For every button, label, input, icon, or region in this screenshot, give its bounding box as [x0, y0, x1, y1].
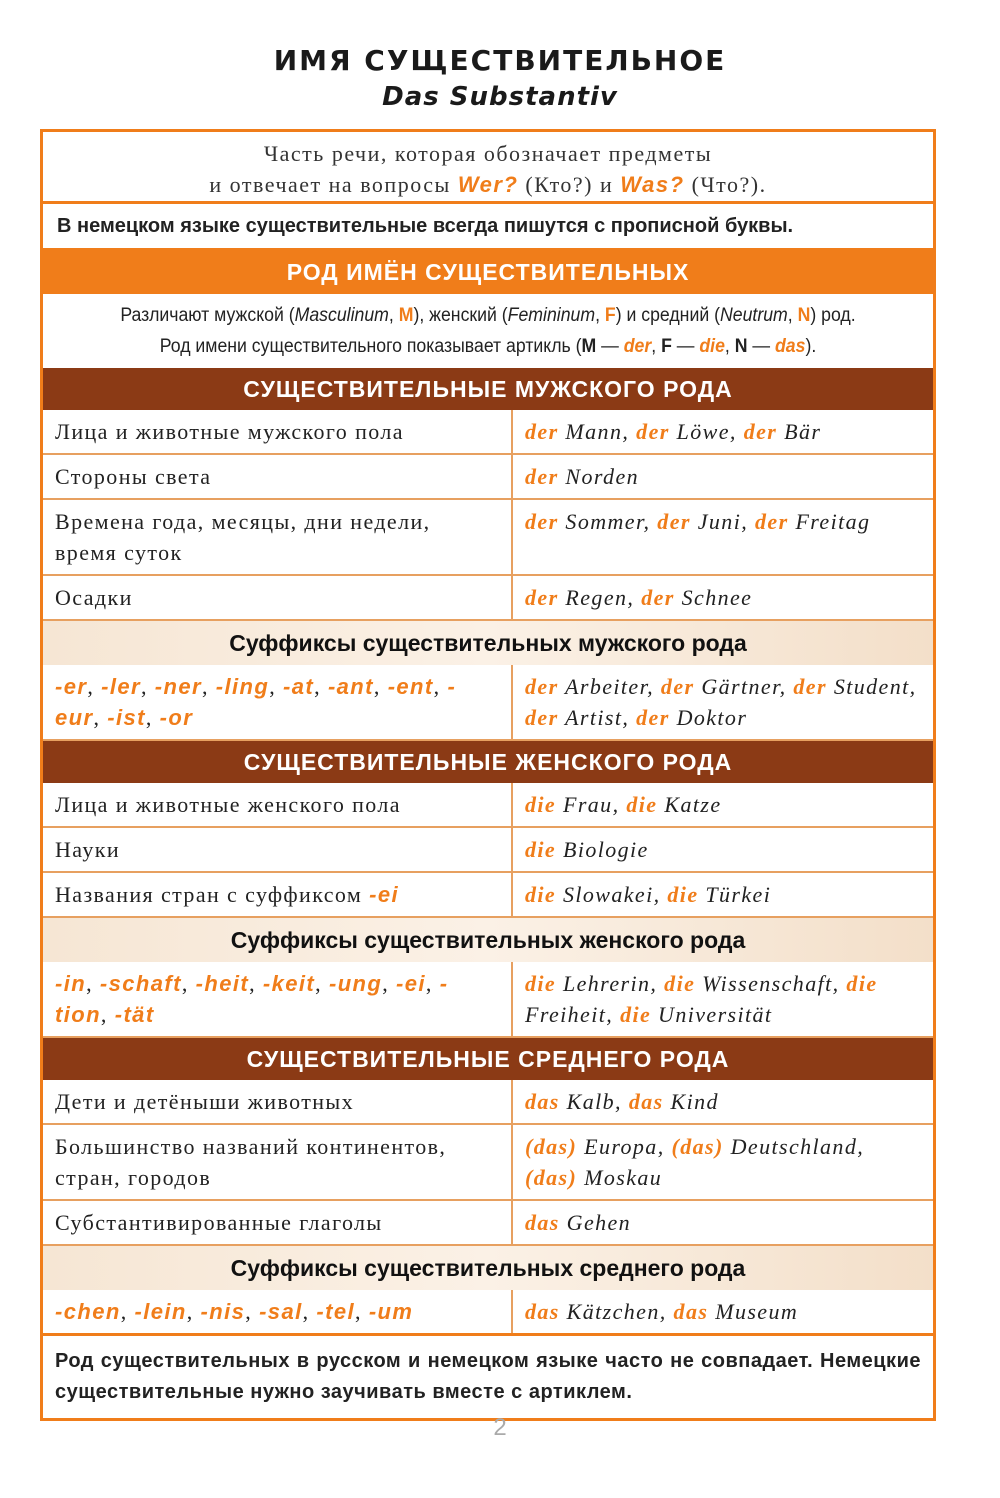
text-segment: ).	[805, 336, 817, 357]
row-examples	[513, 410, 933, 453]
row-examples	[513, 455, 933, 498]
text-segment: Juni,	[690, 509, 756, 534]
highlighted-text: -at	[283, 674, 315, 699]
text-segment: —	[596, 336, 624, 357]
table-row	[43, 410, 933, 455]
final-note: Род существительных в русском и немецком языке часто не совпадает. Немецкие существительные нужно заучивать вместе с артиклем.	[43, 1333, 933, 1418]
text-segment: Названия стран с суффиксом	[55, 882, 370, 907]
text-segment: ,	[388, 305, 399, 326]
table-row	[43, 873, 933, 918]
text-segment: Стороны света	[55, 464, 212, 489]
highlighted-text: der	[641, 585, 675, 610]
text-segment: Student,	[826, 674, 917, 699]
text-segment: ,	[249, 971, 263, 996]
table-row	[43, 828, 933, 873]
text-segment: —	[747, 336, 775, 357]
highlighted-text: das	[525, 1210, 560, 1235]
text-segment: Türkei	[698, 882, 772, 907]
text-segment: Осадки	[55, 585, 133, 610]
text-segment: Katze	[657, 792, 722, 817]
text-segment: Regen,	[558, 585, 642, 610]
row-category	[43, 455, 513, 498]
row-examples	[513, 1290, 933, 1333]
highlighted-text: der	[636, 419, 670, 444]
highlighted-text: M	[398, 305, 414, 326]
row-category	[43, 873, 513, 916]
page-title: ИМЯ СУЩЕСТВИТЕЛЬНОЕ	[273, 44, 727, 77]
text-segment: ,	[651, 336, 662, 357]
text-segment: Freiheit,	[525, 1002, 621, 1027]
text-segment: ) и средний (	[615, 305, 720, 326]
row-category	[43, 1125, 513, 1199]
text-segment: Различают мужской (	[120, 305, 295, 326]
text-segment: Kind	[663, 1089, 719, 1114]
highlighted-text: N	[797, 305, 811, 326]
text-segment: ,	[433, 674, 448, 699]
highlighted-text: der	[657, 509, 691, 534]
text-segment: Науки	[55, 837, 120, 862]
text-segment: ,	[355, 1299, 369, 1324]
text-segment: Gärtner,	[694, 674, 794, 699]
highlighted-text: die	[667, 882, 699, 907]
highlighted-text: Neutrum	[719, 305, 788, 326]
suffix-row	[43, 1290, 933, 1333]
highlighted-text: -lein	[134, 1299, 187, 1324]
text-segment: ,	[382, 971, 397, 996]
text-segment: Slowakei,	[556, 882, 668, 907]
row-examples	[513, 1201, 933, 1244]
highlighted-text: (das)	[525, 1134, 578, 1159]
highlighted-text: das	[525, 1299, 560, 1324]
text-segment: Времена года, месяцы, дни недели, время суток	[55, 509, 431, 565]
text-segment: ,	[87, 674, 102, 699]
table-row	[43, 1125, 933, 1201]
grammar-table	[40, 129, 936, 1421]
highlighted-text: -sal	[259, 1299, 303, 1324]
highlighted-text: der	[525, 585, 559, 610]
capitalization-note: В немецком языке существительные всегда пишутся с прописной буквы.	[43, 204, 933, 251]
row-category	[43, 828, 513, 871]
text-segment: Löwe,	[669, 419, 744, 444]
row-category	[43, 1080, 513, 1123]
highlighted-text: N	[734, 336, 748, 357]
text-segment: ,	[314, 674, 328, 699]
text-segment: Frau,	[556, 792, 627, 817]
highlighted-text: -ling	[215, 674, 270, 699]
row-examples	[513, 665, 933, 739]
row-category	[43, 962, 513, 1036]
row-examples	[513, 962, 933, 1036]
highlighted-text: F	[661, 336, 672, 357]
text-segment: Лица и животные женского пола	[55, 792, 401, 817]
text-segment: ,	[100, 1002, 115, 1027]
table-row	[43, 455, 933, 500]
highlighted-text: die	[525, 792, 557, 817]
definition	[43, 132, 933, 204]
text-segment: ,	[787, 305, 798, 326]
text-segment: Artist,	[558, 705, 637, 730]
highlighted-text: die	[626, 792, 658, 817]
text-segment: Wissenschaft,	[695, 971, 847, 996]
text-segment: Дети и детёныши животных	[55, 1089, 354, 1114]
text-segment: Род имени существительного показывает артикль (	[159, 336, 582, 357]
highlighted-text: -tel	[316, 1299, 356, 1324]
suffix-row	[43, 962, 933, 1038]
highlighted-text: -keit	[262, 971, 316, 996]
highlighted-text: -ler	[101, 674, 141, 699]
table-row	[43, 1201, 933, 1246]
text-segment: ,	[140, 674, 155, 699]
text-segment: ), женский (	[413, 305, 508, 326]
text-segment: ) род.	[810, 305, 856, 326]
text-segment: ,	[145, 705, 160, 730]
highlighted-text: -ant	[327, 674, 374, 699]
text-segment: ,	[186, 1299, 201, 1324]
text-segment: ,	[120, 1299, 135, 1324]
text-segment: Norden	[558, 464, 640, 489]
highlighted-text: -eur	[55, 674, 457, 730]
row-examples	[513, 828, 933, 871]
section-header: СУЩЕСТВИТЕЛЬНЫЕ СРЕДНЕГО РОДА	[43, 1038, 933, 1080]
text-segment: Bär	[777, 419, 822, 444]
text-segment: Большинство названий континентов, стран, городов	[55, 1134, 447, 1190]
text-segment: ,	[302, 1299, 317, 1324]
highlighted-text: -ist	[107, 705, 146, 730]
section-header: СУЩЕСТВИТЕЛЬНЫЕ МУЖСКОГО РОДА	[43, 368, 933, 410]
highlighted-text: der	[636, 705, 670, 730]
row-category	[43, 410, 513, 453]
section-header: СУЩЕСТВИТЕЛЬНЫЕ ЖЕНСКОГО РОДА	[43, 741, 933, 783]
text-segment: Часть речи, которая обозначает предметы	[263, 141, 713, 166]
text-segment: Doktor	[669, 705, 748, 730]
text-segment: ,	[269, 674, 284, 699]
row-examples	[513, 873, 933, 916]
text-segment: Gehen	[559, 1210, 632, 1235]
highlighted-text: F	[604, 305, 616, 326]
text-segment: Lehrerin,	[556, 971, 665, 996]
highlighted-text: -chen	[55, 1299, 121, 1324]
highlighted-text: der	[743, 419, 778, 444]
highlighted-text: Wer?	[457, 172, 519, 197]
highlighted-text: Femininum	[507, 305, 596, 326]
highlighted-text: der	[660, 674, 695, 699]
table-row	[43, 783, 933, 828]
highlighted-text: die	[664, 971, 696, 996]
row-examples	[513, 576, 933, 619]
highlighted-text: die	[525, 837, 557, 862]
page-number: 2	[493, 1414, 507, 1441]
highlighted-text: das	[525, 1089, 560, 1114]
table-row	[43, 1080, 933, 1125]
table-row	[43, 500, 933, 576]
row-category	[43, 1290, 513, 1333]
text-segment: Субстантивированные глаголы	[55, 1210, 383, 1235]
highlighted-text: -tät	[114, 1002, 155, 1027]
text-segment: Лица и животные мужского пола	[55, 419, 404, 444]
text-segment: ,	[595, 305, 605, 326]
highlighted-text: (das)	[525, 1165, 578, 1190]
highlighted-text: die	[846, 971, 878, 996]
text-segment: ,	[315, 971, 329, 996]
table-row	[43, 576, 933, 621]
text-segment: Moskau	[577, 1165, 663, 1190]
highlighted-text: die	[525, 971, 557, 996]
highlighted-text: -ung	[328, 971, 383, 996]
text-segment: —	[671, 336, 700, 357]
text-segment: Schnee	[674, 585, 753, 610]
highlighted-text: der	[525, 464, 559, 489]
highlighted-text: -or	[159, 705, 194, 730]
text-segment: (Что?).	[684, 172, 767, 197]
highlighted-text: der	[525, 705, 559, 730]
suffix-header: Суффиксы существительных женского рода	[43, 918, 933, 962]
text-segment: Sommer,	[558, 509, 658, 534]
text-segment: Freitag	[788, 509, 871, 534]
row-category	[43, 665, 513, 739]
highlighted-text: der	[755, 509, 789, 534]
gender-sections	[43, 368, 933, 1333]
highlighted-text: der	[525, 419, 559, 444]
highlighted-text: -ei	[396, 971, 426, 996]
highlighted-text: der	[525, 674, 559, 699]
highlighted-text: -ei	[369, 882, 399, 907]
text-segment: Museum	[708, 1299, 799, 1324]
highlighted-text: der	[623, 336, 652, 357]
row-examples	[513, 1080, 933, 1123]
highlighted-text: -ent	[387, 674, 434, 699]
text-segment: ,	[86, 971, 100, 996]
text-segment: и отвечает на вопросы	[209, 172, 458, 197]
text-segment: ,	[373, 674, 388, 699]
highlighted-text: -um	[368, 1299, 414, 1324]
row-category	[43, 1201, 513, 1244]
highlighted-text: -in	[55, 971, 87, 996]
text-segment: Mann,	[558, 419, 637, 444]
highlighted-text: -er	[55, 674, 88, 699]
highlighted-text: -tion	[55, 971, 449, 1027]
highlighted-text: -schaft	[99, 971, 182, 996]
text-segment: ,	[201, 674, 216, 699]
text-segment: (Кто?) и	[518, 172, 621, 197]
row-category	[43, 576, 513, 619]
highlighted-text: die	[699, 336, 725, 357]
highlighted-text: das	[774, 336, 806, 357]
text-segment: Biologie	[556, 837, 649, 862]
text-segment: ,	[93, 705, 108, 730]
highlighted-text: das	[673, 1299, 709, 1324]
suffix-header: Суффиксы существительных мужского рода	[43, 621, 933, 665]
text-segment: Kätzchen,	[559, 1299, 674, 1324]
row-examples	[513, 1125, 933, 1199]
text-segment: ,	[425, 971, 440, 996]
row-examples	[513, 500, 933, 574]
highlighted-text: das	[628, 1089, 664, 1114]
text-segment: Deutschland,	[723, 1134, 865, 1159]
highlighted-text: Was?	[620, 172, 685, 197]
gender-header: РОД ИМЁН СУЩЕСТВИТЕЛЬНЫХ	[43, 251, 933, 294]
suffix-row	[43, 665, 933, 741]
row-category	[43, 500, 513, 574]
text-segment: Arbeiter,	[558, 674, 661, 699]
row-category	[43, 783, 513, 826]
highlighted-text: die	[620, 1002, 652, 1027]
highlighted-text: Masculinum	[294, 305, 389, 326]
suffix-header: Суффиксы существительных среднего рода	[43, 1246, 933, 1290]
text-segment: Kalb,	[559, 1089, 629, 1114]
highlighted-text: der	[793, 674, 827, 699]
highlighted-text: (das)	[671, 1134, 724, 1159]
gender-description	[74, 294, 902, 368]
highlighted-text: -heit	[195, 971, 250, 996]
text-segment: Europa,	[577, 1134, 672, 1159]
text-segment: ,	[724, 336, 735, 357]
highlighted-text: M	[581, 336, 597, 357]
text-segment: ,	[245, 1299, 260, 1324]
row-examples	[513, 783, 933, 826]
text-segment: Universität	[651, 1002, 773, 1027]
highlighted-text: -ner	[154, 674, 202, 699]
page-subtitle: Das Substantiv	[382, 82, 618, 112]
text-segment: ,	[181, 971, 196, 996]
highlighted-text: -nis	[200, 1299, 246, 1324]
highlighted-text: der	[525, 509, 559, 534]
highlighted-text: die	[525, 882, 557, 907]
